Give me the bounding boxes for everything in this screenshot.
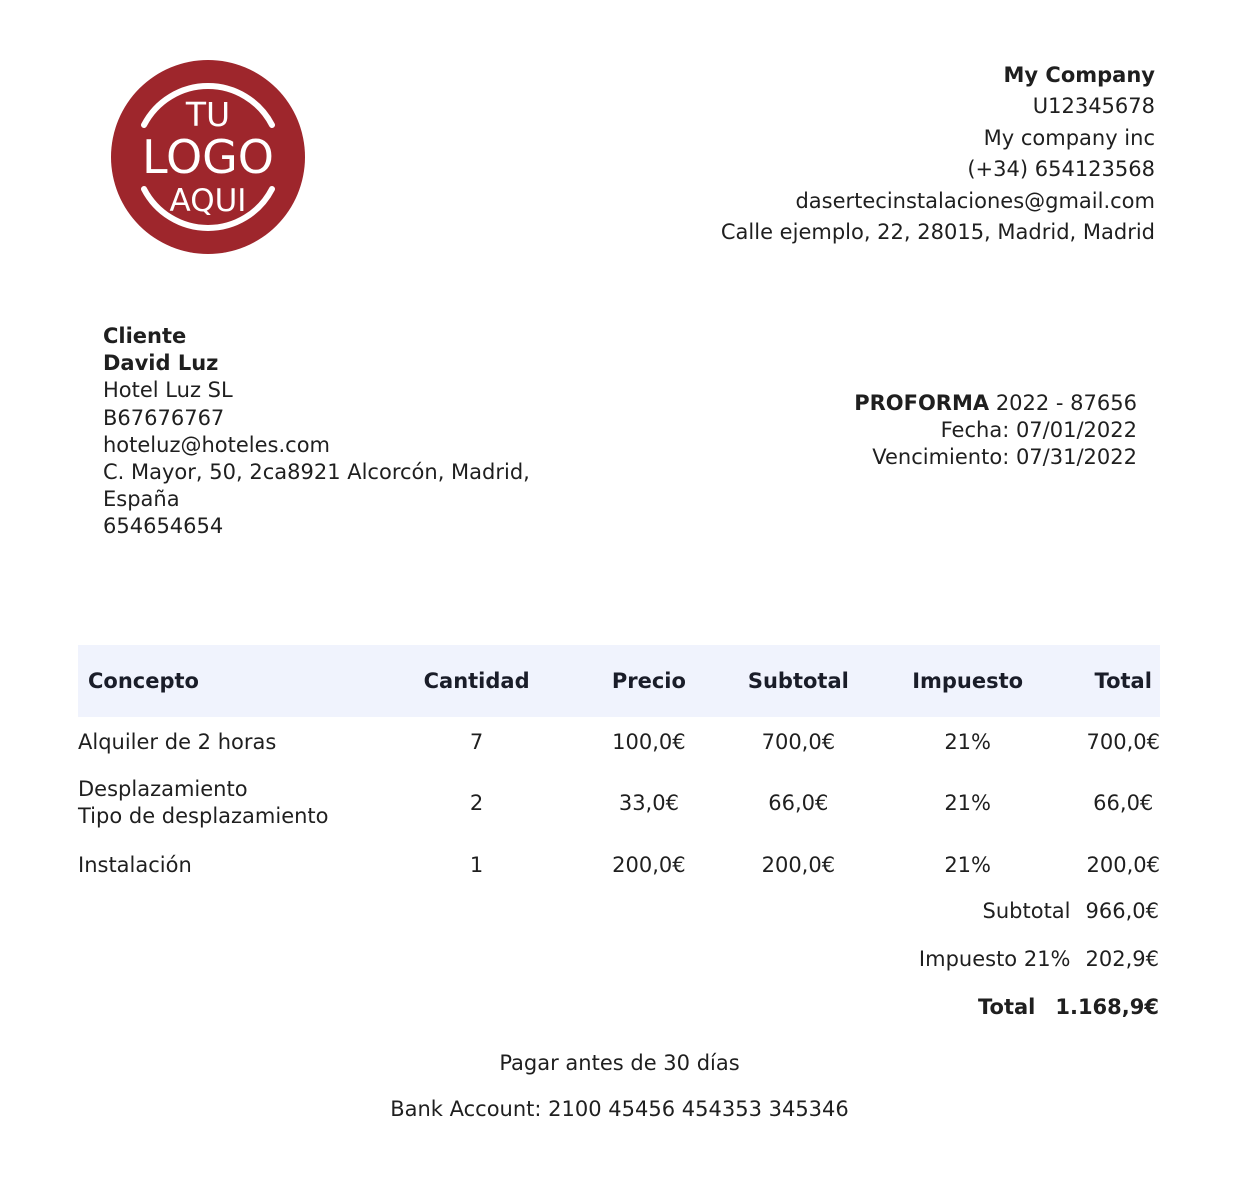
row-qty: 7 (469, 730, 484, 754)
company-email: dasertecinstalaciones@gmail.com (795, 188, 1155, 213)
row-concept-title: Alquiler de 2 horas (78, 729, 277, 754)
client-address-line2: España (103, 487, 180, 512)
client-tax-id: B67676767 (103, 405, 225, 430)
row-tax: 21% (944, 791, 991, 815)
summary-total-label: Total (977, 995, 1036, 1019)
company-phone: (+34) 654123568 (967, 157, 1155, 182)
row-concept-title: Instalación (78, 852, 192, 877)
row-total: 200,0€ (1086, 853, 1160, 877)
row-price: 200,0€ (612, 853, 686, 877)
client-info (103, 323, 543, 541)
row-qty: 2 (469, 791, 484, 815)
summary-subtotal-label: Subtotal (982, 899, 1071, 923)
logo-text-line3: AQUI (169, 183, 247, 219)
logo-text-line2: LOGO (141, 130, 275, 184)
document-number: 2022 - 87656 (995, 391, 1137, 415)
header-precio: Precio (550, 645, 748, 717)
summary-total-value: 1.168,9€ (1055, 995, 1159, 1019)
company-legal-name: My company inc (983, 125, 1155, 150)
summary-subtotal-value: 966,0€ (1085, 899, 1159, 923)
row-qty: 1 (469, 853, 484, 877)
client-address-line1: C. Mayor, 50, 2ca8921 Alcorcón, Madrid, (103, 460, 530, 485)
row-total: 66,0€ (1093, 791, 1154, 815)
bank-account: Bank Account: 2100 45456 454353 345346 (390, 1097, 849, 1121)
row-subtotal: 700,0€ (761, 730, 836, 754)
company-logo (110, 59, 306, 255)
row-price: 100,0€ (612, 730, 686, 754)
row-concept (78, 767, 403, 839)
document-date: Fecha: 07/01/2022 (940, 418, 1137, 443)
summary-subtotal (983, 899, 1159, 923)
row-total: 700,0€ (1086, 730, 1160, 754)
row-concept-detail: Tipo de desplazamiento (78, 804, 329, 828)
table-row (78, 717, 1160, 767)
row-tax: 21% (944, 853, 991, 877)
company-name: My Company (1003, 63, 1155, 87)
items-table-header (78, 645, 1160, 717)
items-table (78, 645, 1160, 891)
summary-tax-value: 202,9€ (1085, 947, 1159, 971)
client-email: hoteluz@hoteles.com (103, 432, 331, 457)
row-concept (78, 717, 403, 767)
table-row (78, 839, 1160, 891)
row-concept (78, 839, 403, 891)
row-subtotal: 200,0€ (761, 853, 836, 877)
header-total: Total (1086, 645, 1160, 717)
summary-tax-label: Impuesto 21% (918, 947, 1071, 971)
table-row (78, 767, 1160, 839)
payment-terms: Pagar antes de 30 días (499, 1051, 740, 1075)
document-meta (854, 390, 1137, 472)
document-type-label: PROFORMA (854, 391, 990, 415)
row-price: 33,0€ (618, 791, 679, 815)
client-company: Hotel Luz SL (103, 378, 233, 403)
summary-tax (919, 947, 1159, 971)
company-info (721, 60, 1155, 248)
company-address: Calle ejemplo, 22, 28015, Madrid, Madrid (720, 220, 1155, 245)
header-cantidad: Cantidad (403, 645, 550, 717)
summary-total (978, 995, 1159, 1019)
row-subtotal: 66,0€ (768, 791, 829, 815)
client-heading: Cliente (103, 324, 187, 348)
logo-text-line1: TU (185, 95, 231, 134)
document-number-line (854, 390, 1137, 417)
header-subtotal: Subtotal (748, 645, 849, 717)
row-tax: 21% (944, 730, 991, 754)
header-impuesto: Impuesto (849, 645, 1087, 717)
row-concept-title: Desplazamiento (78, 777, 248, 801)
client-phone: 654654654 (103, 514, 224, 539)
document-due-date: Vencimiento: 07/31/2022 (872, 445, 1137, 470)
company-tax-id: U12345678 (1032, 94, 1155, 119)
header-concepto: Concepto (78, 645, 403, 717)
client-contact: David Luz (103, 351, 219, 376)
